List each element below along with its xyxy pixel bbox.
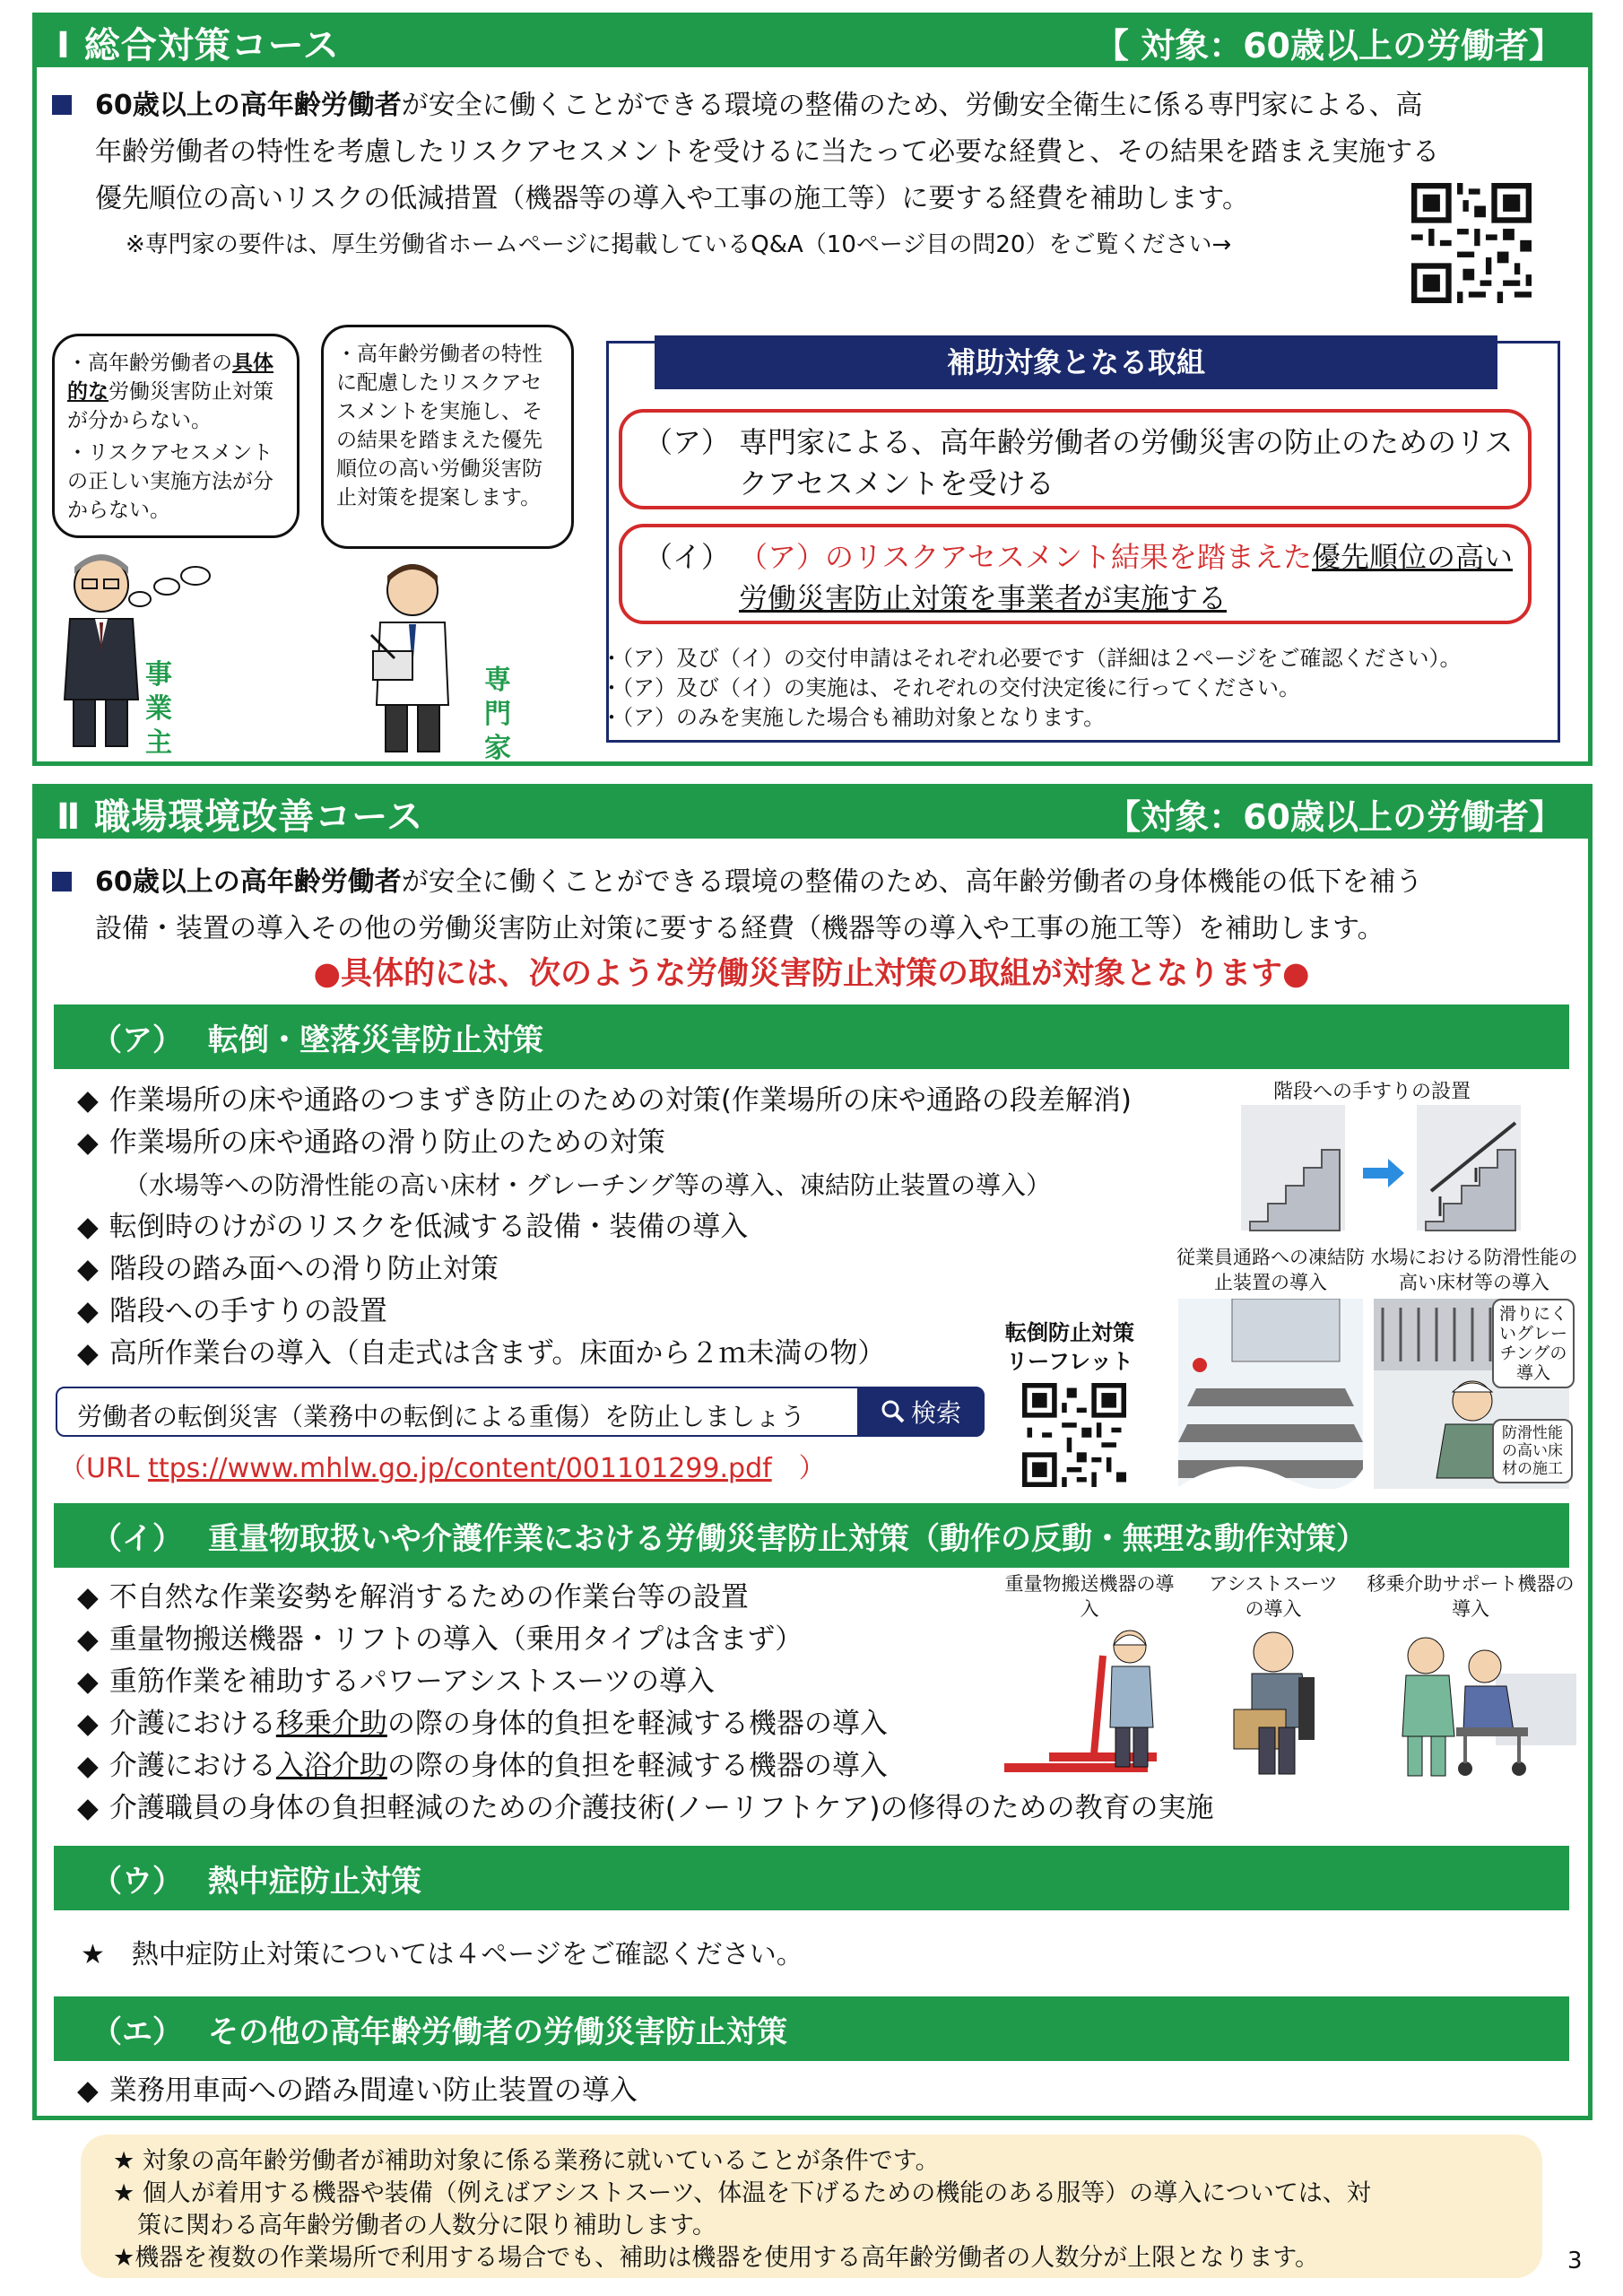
heatstroke-note: ★ 熱中症防止対策については４ページをご確認ください。: [81, 1939, 803, 1970]
item-label: （ア）: [644, 425, 731, 459]
category-title: 転倒・墜落災害防止対策: [208, 1022, 543, 1058]
category-key: （ア）: [91, 1022, 183, 1058]
lead-line: 年齢労働者の特性を考慮したリスクアセスメントを受けるに当たって必要な経費と、その結果を踏まえ実施する: [95, 136, 1440, 168]
expert-note: ※専門家の要件は、厚生労働省ホームページに掲載しているQ&A（10ページ目の問20）をご覧ください→: [126, 231, 1232, 258]
list-item: ◆ 転倒時のけがのリスクを低減する設備・装備の導入: [77, 1206, 1132, 1248]
label-expert: 専門家: [484, 665, 511, 764]
search-box[interactable]: [56, 1387, 985, 1437]
list-item: ◆ 重量物搬送機器・リフトの導入（乗用タイプは含まず）: [77, 1619, 1213, 1661]
freeze-prevention-illustration: [1178, 1299, 1363, 1489]
leaflet-qr-code-icon[interactable]: [1022, 1383, 1126, 1487]
footer-note: ★ 対象の高年齢労働者が補助対象に係る業務に就いていることが条件です。: [113, 2147, 940, 2175]
bubble-text: 労働災害防止対策が分からない。: [67, 380, 273, 432]
list-item: ◆ 不自然な作業姿勢を解消するための作業台等の設置: [77, 1577, 1213, 1619]
footer-notes: [81, 2135, 1542, 2278]
pallet-jack-illustration: [995, 1620, 1184, 1779]
category-bar-a: [54, 1004, 1569, 1069]
transfer-caption: 移乗介助サポート機器の導入: [1367, 1573, 1575, 1620]
panel-note: ・（ア）及び（イ）の実施は、それぞれの交付決定後に行ってください。: [601, 675, 1300, 700]
leaflet-url-link[interactable]: ttps://www.mhlw.go.jp/content/001101299.pdf: [148, 1453, 772, 1484]
speech-bubble-expert: [321, 325, 574, 549]
category-bar-e: [54, 1996, 1569, 2061]
list-item: ◆ 高所作業台の導入（自走式は含まず。床面から２ｍ未満の物）: [77, 1333, 1132, 1375]
lead-bold: 60歳以上の高年齢労働者: [95, 866, 402, 898]
fall-prevention-list: [77, 1080, 1132, 1375]
lead-line: 設備・装置の導入その他の労働災害防止対策に要する経費（機器等の導入や工事の施工等）を補助します。: [95, 913, 1384, 944]
category-title: その他の高年齢労働者の労働災害防止対策: [208, 2013, 787, 2050]
category-title: 熱中症防止対策: [208, 1863, 421, 1900]
lead-rest: が安全に働くことができる環境の整備のため、労働安全衛生に係る専門家による、高: [401, 90, 1423, 121]
category-title: 重量物取扱いや介護作業における労働災害防止対策（動作の反動・無理な動作対策）: [208, 1520, 1367, 1557]
url-suffix: ）: [771, 1453, 826, 1484]
bubble-text: ・高年齢労働者の: [67, 352, 232, 375]
list-item-text: 介護における: [108, 1708, 276, 1740]
footer-note: 策に関わる高年齢労働者の人数分に限り補助します。: [113, 2212, 716, 2239]
headline: ●具体的には、次のような労働災害防止対策の取組が対象となります●: [313, 956, 1310, 992]
item-text: 専門家による、高年齢労働者の労働災害の防止のためのリスクアセスメントを受ける: [739, 425, 1514, 500]
lead-paragraph: [95, 83, 1584, 222]
section-target: 【対象：60歳以上の労働者】: [1107, 796, 1563, 837]
search-button[interactable]: [857, 1387, 985, 1437]
bullet-square-icon: [52, 872, 72, 891]
list-item: ◆ 階段の踏み面への滑り防止対策: [77, 1248, 1132, 1291]
freeze-caption: 従業員通路への凍結防止装置の導入: [1176, 1247, 1365, 1293]
search-text: 労働者の転倒災害（業務中の転倒による重傷）を防止しましょう: [77, 1402, 806, 1431]
list-sub-item: （水場等への防滑性能の高い床材・グレーチング等の導入、凍結防止装置の導入）: [124, 1170, 1052, 1200]
page-number: 3: [1567, 2248, 1583, 2274]
bubble-text: ・リスクアセスメントの正しい実施方法が分からない。: [67, 441, 273, 522]
panel-note: ・（ア）及び（イ）の交付申請はそれぞれ必要です（詳細は２ページをご確認ください）。: [601, 646, 1462, 671]
search-icon: [881, 1399, 906, 1424]
business-owner-illustration: [52, 547, 151, 753]
lead-paragraph: [95, 859, 1584, 952]
category-bar-u: [54, 1846, 1569, 1910]
section-header: [37, 17, 1588, 67]
item-underline-text: 優先順位の高い労働災害防止対策を事業者が実施する: [739, 540, 1514, 615]
stairs-caption: 階段への手すりの設置: [1272, 1081, 1471, 1103]
footer-note: ★機器を複数の作業場所で利用する場合でも、補助は機器を使用する高年齢労働者の人数分が上限となります。: [113, 2244, 1320, 2272]
speech-bubble-owner: [52, 334, 299, 538]
list-item-underline: 入浴介助: [275, 1750, 387, 1782]
label-owner: 事業主: [145, 659, 172, 759]
leaflet-caption: 転倒防止対策リーフレット: [1005, 1320, 1134, 1374]
other-measures-list: [77, 2070, 638, 2112]
water-caption: 水場における防滑性能の高い床材等の導入: [1370, 1247, 1578, 1293]
section-header: [37, 788, 1588, 839]
list-item: ◆ 業務用車両への踏み間違い防止装置の導入: [77, 2070, 638, 2112]
assist-suit-illustration: [1216, 1620, 1350, 1779]
list-item: ◆ 重筋作業を補助するパワーアシストスーツの導入: [77, 1661, 1213, 1703]
item-red-text: （ア）のリスクアセスメント結果を踏まえた: [739, 540, 1313, 574]
grating-tag: 滑りにくいグレーチングの導入: [1492, 1299, 1575, 1388]
category-key: （エ）: [91, 2013, 183, 2050]
transfer-support-illustration: [1370, 1620, 1576, 1779]
expert-illustration: [359, 552, 466, 759]
list-item-text: の際の身体的負担を軽減する機器の導入: [386, 1708, 888, 1740]
list-item-text: の際の身体的負担を軽減する機器の導入: [386, 1750, 888, 1782]
lead-bold: 60歳以上の高年齢労働者: [95, 90, 402, 121]
list-item: ◆ 介護職員の身体の負担軽減のための介護技術(ノーリフトケア)の修得のための教育の実施: [77, 1787, 1213, 1830]
list-item: ◆ 作業場所の床や通路の滑り防止のための対策: [77, 1122, 1132, 1164]
search-button-label: 検索: [910, 1398, 961, 1428]
bubble-text: ・高年齢労働者の特性に配慮したリスクアセスメントを実施し、その結果を踏まえた優先順位の高い労働災害防止対策を提案します。: [336, 343, 542, 509]
category-key: （イ）: [91, 1520, 183, 1557]
lead-line: 優先順位の高いリスクの低減措置（機器等の導入や工事の施工等）に要する経費を補助します。: [95, 183, 1249, 214]
floor-tag: 防滑性能の高い床材の施工: [1492, 1419, 1573, 1483]
section-title: Ⅰ 総合対策コース: [56, 24, 340, 66]
panel-title: 補助対象となる取組: [655, 335, 1497, 389]
assist-suit-caption: アシストスーツの導入: [1209, 1573, 1338, 1620]
stairs-handrail-illustration: [1241, 1105, 1521, 1232]
section-target: 【 対象：60歳以上の労働者】: [1094, 25, 1563, 65]
list-item-underline: 移乗介助: [275, 1708, 387, 1740]
section-title: Ⅱ 職場環境改善コース: [56, 796, 424, 838]
list-item-text: 介護における: [108, 1750, 276, 1782]
footer-note: ★ 個人が着用する機器や装備（例えばアシストスーツ、体温を下げるための機能のある服等）の導入については、対: [113, 2179, 1371, 2207]
category-key: （ウ）: [91, 1863, 183, 1900]
subsidy-item-i: [619, 524, 1532, 624]
url-prefix: （URL: [59, 1453, 149, 1484]
list-item: ◆ 作業場所の床や通路のつまずき防止のための対策(作業場所の床や通路の段差解消): [77, 1080, 1132, 1122]
lead-rest: が安全に働くことができる環境の整備のため、高年齢労働者の身体機能の低下を補う: [401, 866, 1423, 898]
bullet-square-icon: [52, 95, 72, 115]
bubble-emphasis: 具体的な: [67, 352, 273, 404]
url-line: [59, 1446, 826, 1485]
list-item: ◆ 階段への手すりの設置: [77, 1291, 1132, 1333]
qr-code-icon[interactable]: [1411, 183, 1532, 303]
panel-note: ・（ア）のみを実施した場合も補助対象となります。: [601, 705, 1106, 730]
category-bar-i: [54, 1503, 1569, 1568]
item-label: （イ）: [644, 540, 731, 574]
lift-caption: 重量物搬送機器の導入: [1004, 1573, 1175, 1620]
subsidy-item-a: [619, 409, 1532, 509]
